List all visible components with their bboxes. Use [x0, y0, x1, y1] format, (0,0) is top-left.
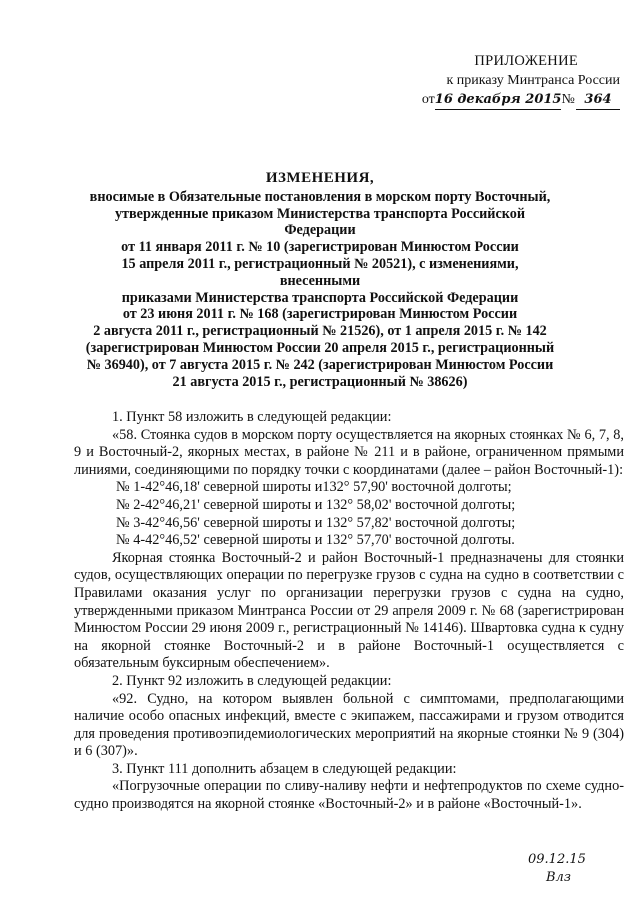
item-111-text: «Погрузочные операции по сливу-наливу нефти и нефтепродуктов по схеме судно-судно производятся на якорной стоянке «Восточный-2» и в районе «Восточный-1». [74, 778, 624, 813]
heading-line: (зарегистрирован Минюстом России 20 апреля 2015 г., регистрационный [85, 339, 555, 356]
handwritten-note [528, 852, 608, 892]
item-2-intro: 2. Пункт 92 изложить в следующей редакции: [112, 672, 392, 689]
appendix-date: 16 декабря 2015 [435, 90, 562, 110]
heading-line: утвержденные приказом Министерства транспорта Российской Федерации [114, 205, 526, 239]
appendix-from-label: от [421, 92, 435, 107]
coordinate-point-2: № 2-42°46,21' северной широты и 132° 58,02' восточной долготы; [116, 496, 516, 513]
heading-line: от 23 июня 2011 г. № 168 (зарегистрирован Минюстом России [122, 306, 518, 323]
heading-line: вносимые в Обязательные постановления в морском порту Восточный, [89, 188, 551, 205]
appendix-number: 364 [576, 90, 620, 110]
appendix-order-line: к приказу Минтранса России [446, 73, 620, 88]
coordinate-point-4: № 4-42°46,52' северной широты и 132° 57,70' восточной долготы. [116, 532, 515, 549]
appendix-title: ПРИЛОЖЕНИЕ [474, 53, 578, 69]
heading-line: 15 апреля 2011 г., регистрационный № 20521), с изменениями, внесенными [121, 255, 519, 289]
heading-line: № 36940), от 7 августа 2015 г. № 242 (зарегистрирован Минюстом России [86, 356, 554, 373]
heading-line: 21 августа 2015 г., регистрационный № 38626) [172, 373, 468, 390]
coordinate-point-1: № 1-42°46,18' северной широты и132° 57,90' восточной долготы; [116, 479, 512, 496]
handwritten-date: 09.12.15 [528, 852, 586, 867]
document-body [74, 409, 624, 814]
anchorage-paragraph: Якорная стоянка Восточный-2 и район Восточный-1 предназначены для стоянки судов, осуществляющих операции по перегрузке грузов с судна на судно в соответствии с Правилами оказания услуг по организации перегрузки грузов с судна на судно, утвержденными приказом Минтранса России от 29 апреля 2009 г. № 68 (зарегистрирован Минюстом России 29 июня 2009 г., регистрационный № 14146). Швартовка судна к судну на якорной стоянке Восточный-2 и в районе Восточный-1 осуществляется с обязательным буксирным обеспечением». [74, 549, 624, 672]
heading-title: ИЗМЕНЕНИЯ, [265, 170, 375, 186]
appendix-date-line [360, 90, 620, 110]
appendix-number-prefix: № [561, 92, 575, 107]
coordinate-point-3: № 3-42°46,56' северной широты и 132° 57,82' восточной долготы; [116, 514, 516, 531]
item-3-intro: 3. Пункт 111 дополнить абзацем в следующей редакции: [112, 760, 457, 777]
changes-heading [80, 170, 560, 390]
heading-line: 2 августа 2011 г., регистрационный № 21526), от 1 апреля 2015 г. № 142 [93, 323, 547, 340]
heading-line: от 11 января 2011 г. № 10 (зарегистрирован Минюстом России [121, 239, 519, 256]
appendix-block [360, 52, 620, 110]
item-92-text: «92. Судно, на котором выявлен больной с симптомами, предполагающими наличие особо опасных инфекций, вместе с экипажем, пассажирами и грузом отводится для проведения противоэпидемиологических мероприятий на якорные стоянки № 9 (304) и 6 (307)». [74, 690, 624, 760]
item-1-intro: 1. Пункт 58 изложить в следующей редакции: [112, 409, 392, 425]
heading-line: приказами Министерства транспорта Российской Федерации [121, 289, 519, 306]
handwritten-initials: Влз [546, 870, 571, 885]
item-58-text: «58. Стоянка судов в морском порту осуществляется на якорных стоянках № 6, 7, 8, 9 и Восточный-2, якорных местах, в районе № 211 и в районе, ограниченном прямыми линиями, соединяющими по порядку точки с координатами (далее – район Восточный-1): [74, 426, 624, 478]
